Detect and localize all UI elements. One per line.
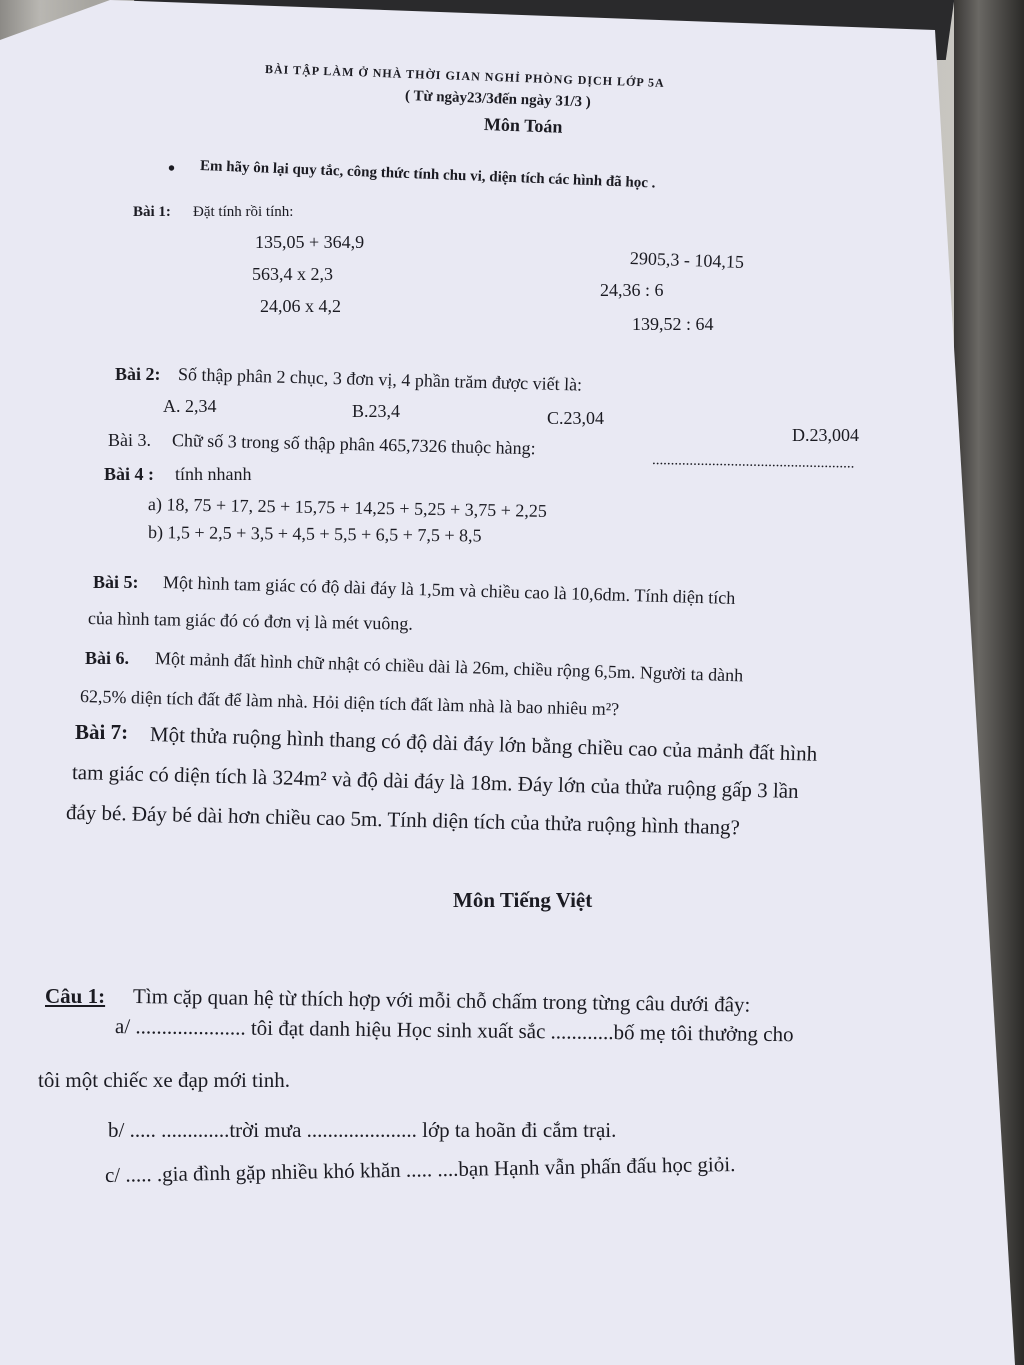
subject-vietnamese: Môn Tiếng Việt (453, 888, 593, 912)
bai5-label: Bài 5: (93, 572, 139, 592)
bai6-label: Bài 6. (85, 648, 130, 668)
bai2-option: A. 2,34 (163, 396, 217, 416)
bai4-a: a) 18, 75 + 17, 25 + 15,75 + 14,25 + 5,25 + 3,75 + 2,25 (147, 494, 548, 521)
bai1-expr: 139,52 : 64 (632, 314, 714, 334)
bai7-line3: đáy bé. Đáy bé dài hơn chiều cao 5m. Tính diện tích của thửa ruộng hình thang? (65, 800, 741, 840)
bai2-text: Số thập phân 2 chục, 3 đơn vị, 4 phần trăm được viết là: (177, 364, 583, 395)
bai2-option: B.23,4 (352, 401, 401, 421)
bai1-expr: 563,4 x 2,3 (252, 264, 333, 284)
bai6-line2: 62,5% diện tích đất để làm nhà. Hỏi diện tích đất làm nhà là bao nhiêu m²? (79, 686, 620, 720)
cau1-b: b/ ..... .............trời mưa ..................... lớp ta hoãn đi cắm trại. (108, 1118, 617, 1142)
bai3-answer-dots: ...................................................... (651, 452, 855, 472)
bai1-expr: 24,36 : 6 (600, 280, 664, 300)
bai7-label: Bài 7: (75, 720, 129, 744)
bai1-expr: 2905,3 - 104,15 (629, 248, 745, 272)
bai7-line2: tam giác có diện tích là 324m² và độ dài đáy là 18m. Đáy lớn của thửa ruộng gấp 3 lần (71, 760, 799, 804)
bai2-label: Bài 2: (115, 364, 161, 384)
header-dates: ( Từ ngày23/3đến ngày 31/3 ) (404, 88, 592, 111)
bai4-b: b) 1,5 + 2,5 + 3,5 + 4,5 + 5,5 + 6,5 + 7,5 + 8,5 (147, 522, 482, 546)
bai4-label: Bài 4 : (104, 464, 155, 484)
bullet-icon: • (168, 158, 176, 180)
cau1-a-line2: tôi một chiếc xe đạp mới tinh. (38, 1068, 290, 1092)
bai5-line2: của hình tam giác đó có đơn vị là mét vuông. (87, 608, 414, 634)
bai6-line1: Một mảnh đất hình chữ nhật có chiều dài là 26m, chiều rộng 6,5m. Người ta dành (154, 648, 744, 686)
bai1-expr: 24,06 x 4,2 (260, 296, 341, 316)
header-title: BÀI TẬP LÀM Ở NHÀ THỜI GIAN NGHỈ PHÒNG DỊCH LỚP 5A (264, 62, 665, 90)
intro-text: Em hãy ôn lại quy tắc, công thức tính chu vi, diện tích các hình đã học . (199, 158, 656, 192)
bai2-option: C.23,04 (547, 408, 605, 428)
cau1-label: Câu 1: (45, 984, 106, 1008)
bai3-label: Bài 3. (108, 430, 151, 450)
bai2-option: D.23,004 (792, 425, 859, 445)
cau1-a-line1: a/ ..................... tôi đạt danh hiệu Học sinh xuất sắc ............bố mẹ tôi thưởng cho (114, 1014, 794, 1047)
bai7-line1: Một thửa ruộng hình thang có độ dài đáy lớn bằng chiều cao của mảnh đất hình (149, 722, 818, 766)
bai3-text: Chữ số 3 trong số thập phân 465,7326 thuộc hàng: (171, 430, 536, 459)
bai1-expr: 135,05 + 364,9 (255, 232, 365, 252)
subject-math: Môn Toán (483, 114, 563, 137)
bai4-text: tính nhanh (175, 464, 252, 484)
cau1-c: c/ ..... .gia đình gặp nhiều khó khăn ..... ....bạn Hạnh vẫn phấn đấu học giỏi. (104, 1151, 736, 1187)
cau1-text: Tìm cặp quan hệ từ thích hợp với mỗi chỗ chấm trong từng câu dưới đây: (132, 984, 751, 1017)
bai1-text: Đặt tính rồi tính: (193, 204, 294, 220)
bai5-line1: Một hình tam giác có độ dài đáy là 1,5m và chiều cao là 10,6dm. Tính diện tích (162, 572, 736, 608)
bai1-label: Bài 1: (133, 204, 171, 220)
